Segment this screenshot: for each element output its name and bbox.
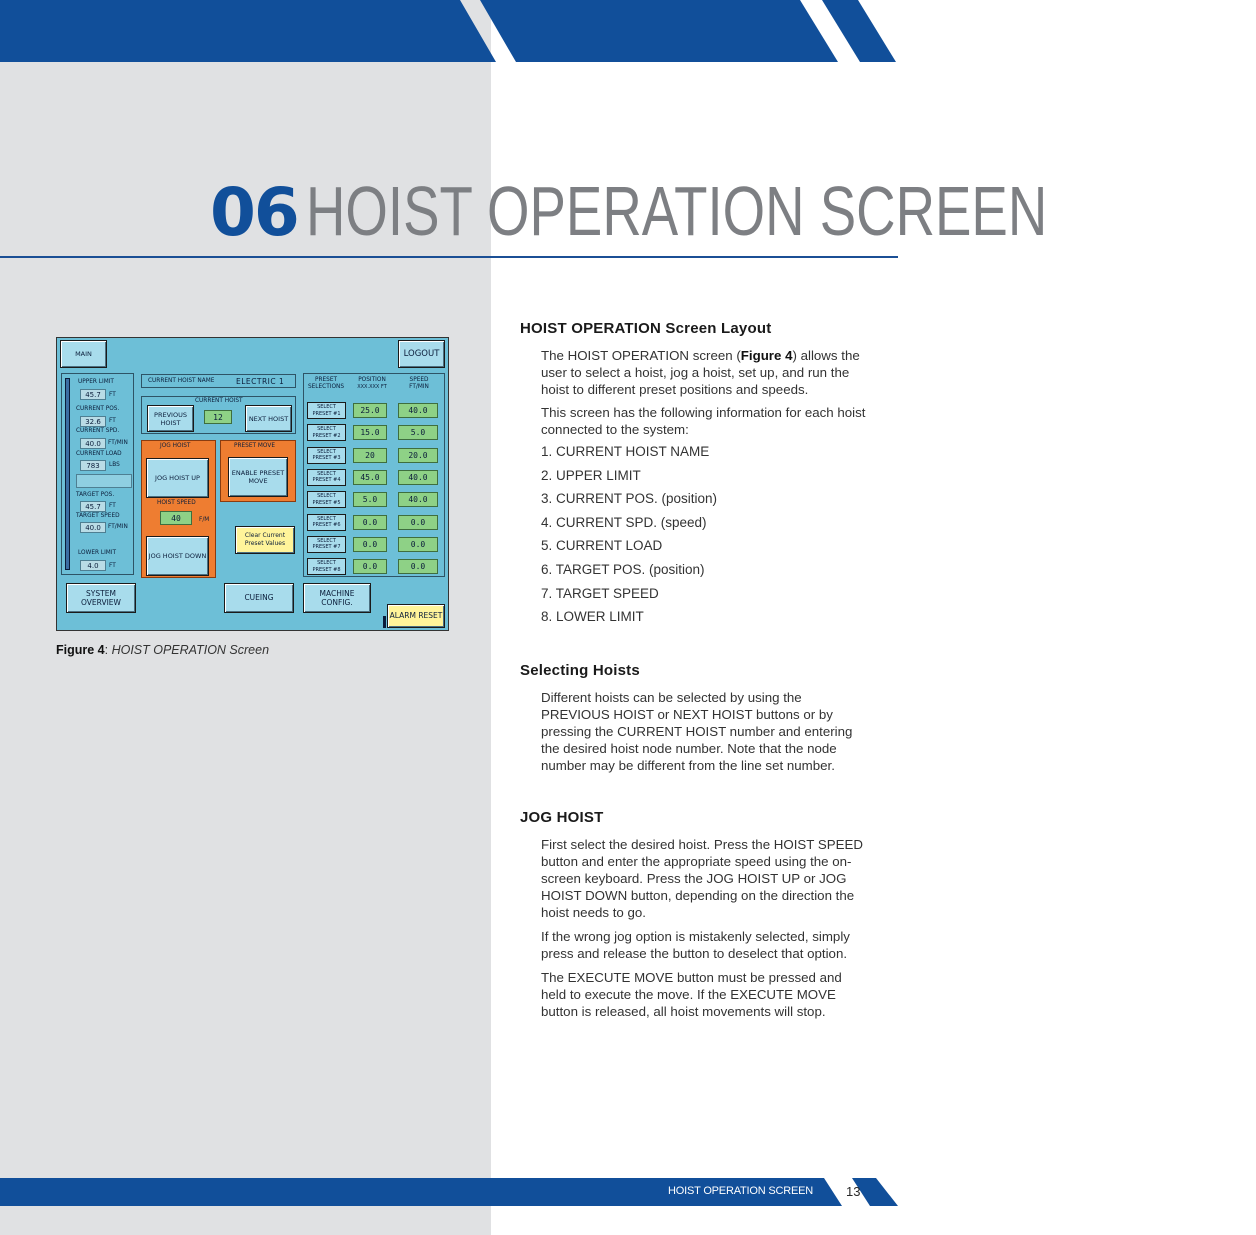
previous-hoist-button[interactable]: PREVIOUS HOIST xyxy=(147,405,194,432)
section-heading: HOIST OPERATION Screen Layout xyxy=(520,320,772,337)
level-bar xyxy=(65,378,70,570)
info-list-item: 6. TARGET POS. (position) xyxy=(541,561,705,577)
preset-speed-value[interactable]: 0.0 xyxy=(398,515,438,530)
caption-separator: : xyxy=(104,643,112,657)
caption-text: HOIST OPERATION Screen xyxy=(111,643,270,657)
figure-caption xyxy=(56,643,269,657)
paragraph: First select the desired hoist. Press the HOIST SPEED button and enter the appropriate speed using the on-screen keyboard. Press the JOG HOIST UP or JOG HOIST DOWN button, depending on the direction the hoist needs to go. xyxy=(541,837,863,920)
speed-header: SPEED FT/MIN xyxy=(409,377,429,390)
logout-button[interactable] xyxy=(398,340,445,368)
current-load-value: 783 xyxy=(80,460,106,471)
select-preset-button[interactable]: SELECT PRESET #3 xyxy=(307,447,346,464)
section-layout xyxy=(520,320,870,629)
section-heading: JOG HOIST xyxy=(520,809,604,826)
preset-speed-value[interactable]: 0.0 xyxy=(398,559,438,574)
hoist-speed-unit: F/M xyxy=(199,517,210,523)
next-hoist-button[interactable]: NEXT HOIST xyxy=(245,405,292,432)
header-bar xyxy=(0,0,954,62)
select-preset-button[interactable]: SELECT PRESET #6 xyxy=(307,514,346,531)
select-preset-button[interactable]: SELECT PRESET #5 xyxy=(307,491,346,508)
footer-label: HOIST OPERATION SCREEN xyxy=(668,1185,813,1197)
hoist-operation-screen-figure xyxy=(56,337,449,631)
section-jog xyxy=(520,809,870,1020)
preset-panel xyxy=(303,373,445,577)
preset-speed-value[interactable]: 40.0 xyxy=(398,492,438,507)
title-rule xyxy=(0,256,898,258)
alarm-reset-button[interactable]: ALARM RESET xyxy=(387,604,445,628)
preset-speed-value[interactable]: 40.0 xyxy=(398,403,438,418)
current-pos-value: 32.6 xyxy=(80,416,106,427)
preset-position-value[interactable]: 20 xyxy=(353,448,387,463)
cueing-button[interactable]: CUEING xyxy=(224,583,294,613)
preset-position-value[interactable]: 0.0 xyxy=(353,559,387,574)
logout-label: LOGOUT xyxy=(403,349,440,359)
select-preset-button[interactable]: SELECT PRESET #7 xyxy=(307,536,346,553)
unit-label: FT xyxy=(109,392,116,398)
preset-speed-value[interactable]: 40.0 xyxy=(398,470,438,485)
readouts-panel xyxy=(61,373,134,575)
select-preset-button[interactable]: SELECT PRESET #1 xyxy=(307,402,346,419)
page-number: 13 xyxy=(846,1184,861,1199)
paragraph-text: The HOIST OPERATION screen ( xyxy=(541,348,741,363)
jog-hoist-down-button[interactable]: JOG HOIST DOWN xyxy=(146,536,209,576)
current-spd-value: 40.0 xyxy=(80,438,106,449)
section-heading: Selecting Hoists xyxy=(520,662,640,679)
paragraph xyxy=(541,347,870,398)
info-list-item: 8. LOWER LIMIT xyxy=(541,609,644,625)
preset-position-value[interactable]: 5.0 xyxy=(353,492,387,507)
select-preset-button[interactable]: SELECT PRESET #4 xyxy=(307,469,346,486)
preset-position-value[interactable]: 15.0 xyxy=(353,425,387,440)
current-hoist-label: CURRENT HOIST xyxy=(195,398,243,404)
info-list-item: 2. UPPER LIMIT xyxy=(541,467,641,483)
jog-hoist-panel xyxy=(141,440,216,578)
preset-position-value[interactable]: 0.0 xyxy=(353,537,387,552)
preset-speed-value[interactable]: 0.0 xyxy=(398,537,438,552)
info-list xyxy=(520,440,870,629)
select-preset-button[interactable]: SELECT PRESET #2 xyxy=(307,424,346,441)
system-overview-button[interactable]: SYSTEM OVERVIEW xyxy=(66,583,136,613)
position-header: POSITION xyxy=(358,377,386,383)
paragraph: This screen has the following information for each hoist connected to the system: xyxy=(541,405,866,437)
current-hoist-name-value: ELECTRIC 1 xyxy=(236,377,285,386)
preset-speed-value[interactable]: 20.0 xyxy=(398,448,438,463)
hoist-speed-value[interactable]: 40 xyxy=(160,511,192,525)
upper-limit-value: 45.7 xyxy=(80,389,106,400)
paragraph: Different hoists can be selected by using the PREVIOUS HOIST or NEXT HOIST buttons or by pressing the CURRENT HOIST number and entering the desired hoist node number. Note that the node number may be different from the line set number. xyxy=(541,690,853,773)
chapter-title: HOIST OPERATION SCREEN xyxy=(305,172,1048,250)
current-hoist-value[interactable]: 12 xyxy=(204,410,232,424)
main-button[interactable]: MAIN xyxy=(60,340,107,368)
info-list-item: 3. CURRENT POS. (position) xyxy=(541,491,718,507)
unit-label: FT/MIN xyxy=(108,524,128,530)
unit-label: LBS xyxy=(109,462,120,468)
target-pos-label: TARGET POS. xyxy=(76,492,115,498)
current-pos-label: CURRENT POS. xyxy=(76,406,120,412)
blank-field xyxy=(76,474,132,488)
info-list-item: 7. TARGET SPEED xyxy=(541,585,659,601)
upper-limit-label: UPPER LIMIT xyxy=(78,379,114,385)
paragraph: If the wrong jog option is mistakenly selected, simply press and release the button to deselect that option. xyxy=(541,929,850,961)
current-spd-label: CURRENT SPD. xyxy=(76,428,120,434)
position-subheader: XXX.XXX FT xyxy=(357,384,387,390)
current-load-label: CURRENT LOAD xyxy=(76,451,122,457)
section-selecting xyxy=(520,662,870,774)
jog-hoist-up-button[interactable]: JOG HOIST UP xyxy=(146,458,209,498)
alarm-indicator xyxy=(383,616,386,628)
clear-preset-values-button[interactable]: Clear Current Preset Values xyxy=(235,526,295,554)
chapter-number: 06 xyxy=(210,174,298,251)
unit-label: FT/MIN xyxy=(108,440,128,446)
hoist-speed-label: HOIST SPEED xyxy=(157,500,196,506)
unit-label: FT xyxy=(109,503,116,509)
enable-preset-move-button[interactable]: ENABLE PRESET MOVE xyxy=(228,457,288,497)
lower-limit-label: LOWER LIMIT xyxy=(78,550,117,556)
info-list-item: 4. CURRENT SPD. (speed) xyxy=(541,514,707,530)
hoist-name-panel xyxy=(141,374,296,388)
preset-move-label: PRESET MOVE xyxy=(234,443,276,449)
preset-position-value[interactable]: 45.0 xyxy=(353,470,387,485)
lower-limit-value: 4.0 xyxy=(80,560,106,571)
preset-position-value[interactable]: 0.0 xyxy=(353,515,387,530)
paragraph-text: ) allows the user to select a hoist, jog a hoist, set up, and run the hoist to different preset positions and speeds. xyxy=(541,348,860,397)
info-list-item: 1. CURRENT HOIST NAME xyxy=(541,444,710,459)
unit-label: FT xyxy=(109,563,116,569)
unit-label: FT xyxy=(109,418,116,424)
preset-move-panel xyxy=(220,440,296,502)
target-speed-label: TARGET SPEED xyxy=(76,513,120,519)
machine-config-button[interactable]: MACHINE CONFIG. xyxy=(303,583,371,613)
page-title xyxy=(210,172,1256,251)
paragraph: The EXECUTE MOVE button must be pressed and held to execute the move. If the EXECUTE MOVE button is released, all hoist movements will stop. xyxy=(541,970,842,1019)
current-hoist-name-label: CURRENT HOIST NAME xyxy=(148,378,215,384)
preset-position-value[interactable]: 25.0 xyxy=(353,403,387,418)
select-preset-button[interactable]: SELECT PRESET #8 xyxy=(307,558,346,575)
footer xyxy=(0,1178,954,1206)
preset-selections-header: PRESET SELECTIONS xyxy=(307,377,345,390)
target-pos-value: 45.7 xyxy=(80,501,106,512)
caption-label: Figure 4 xyxy=(56,643,105,657)
preset-speed-value[interactable]: 5.0 xyxy=(398,425,438,440)
target-speed-value: 40.0 xyxy=(80,522,106,533)
figure-reference: Figure 4 xyxy=(740,348,793,363)
info-list-item: 5. CURRENT LOAD xyxy=(541,538,663,554)
jog-hoist-label: JOG HOIST xyxy=(160,443,191,449)
hoist-select-panel xyxy=(141,396,296,434)
